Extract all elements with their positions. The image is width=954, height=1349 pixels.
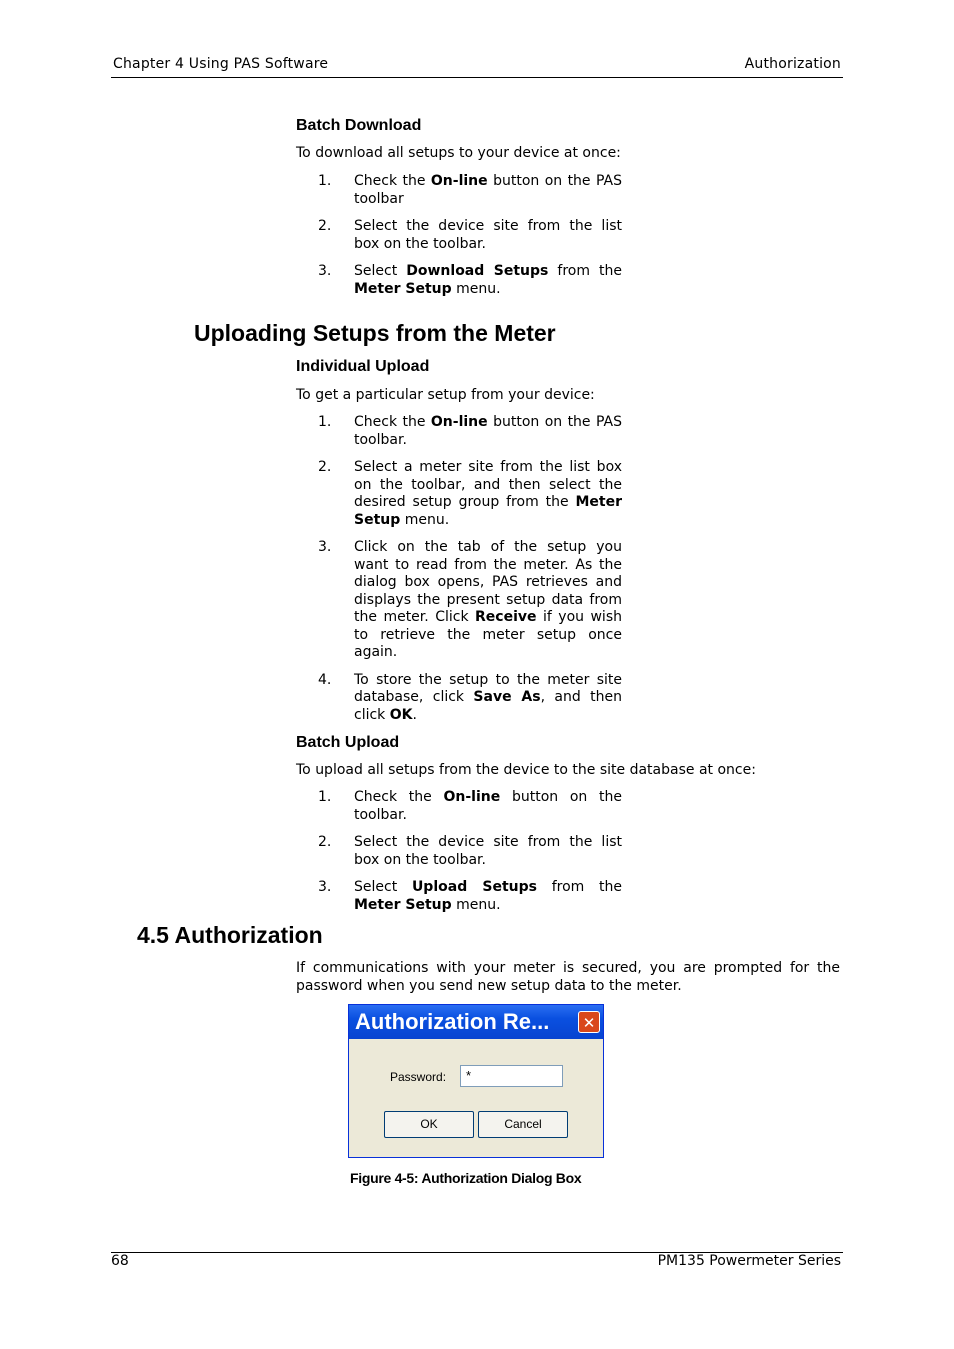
list-item-text: , and then click	[354, 689, 622, 723]
authorization-paragraph: If communications with your meter is secured, you are prompted for the password when you send new setup data to the meter.	[296, 960, 840, 994]
list-item	[318, 218, 622, 253]
cancel-button[interactable]: Cancel	[478, 1111, 568, 1138]
list-item-number: 3.	[318, 539, 332, 555]
header-rule	[111, 77, 843, 78]
list-item-number: 1.	[318, 789, 332, 805]
page-number: 68	[111, 1253, 129, 1269]
batch-download-heading: Batch Download	[296, 117, 422, 134]
uploading-section-title: Uploading Setups from the Meter	[194, 320, 556, 346]
figure-caption: Figure 4-5: Authorization Dialog Box	[350, 1170, 582, 1186]
list-item-text: Select	[354, 263, 407, 279]
footer-product: PM135 Powermeter Series	[657, 1253, 841, 1269]
list-item	[318, 459, 622, 529]
list-item-emphasis: On-line	[443, 789, 501, 805]
list-item-emphasis: Upload Setups	[411, 879, 537, 895]
batch-upload-steps	[318, 789, 622, 914]
dialog-title-bar[interactable]	[349, 1005, 603, 1039]
list-item-text: Check the	[354, 173, 431, 189]
list-item-number: 2.	[318, 218, 332, 234]
list-item-text: .	[412, 706, 417, 723]
list-item-emphasis: On-line	[430, 173, 488, 189]
list-item	[318, 539, 622, 662]
list-item-emphasis: Meter Setup	[354, 494, 622, 528]
batch-upload-heading: Batch Upload	[296, 734, 400, 751]
batch-download-intro: To download all setups to your device at once:	[296, 145, 621, 161]
list-item-text: button on the PAS toolbar.	[354, 414, 622, 448]
authorization-section-title: 4.5 Authorization	[137, 922, 323, 948]
list-item-emphasis: On-line	[430, 414, 488, 430]
list-item-text: from the	[548, 263, 622, 279]
list-item-emphasis: Receive	[475, 609, 537, 625]
list-item	[318, 879, 622, 914]
list-item-emphasis: OK	[389, 706, 413, 723]
list-item-text: menu.	[451, 280, 501, 297]
individual-upload-intro: To get a particular setup from your device:	[296, 387, 595, 403]
password-input[interactable]: *	[460, 1065, 563, 1087]
list-item	[318, 173, 622, 208]
list-item-number: 2.	[318, 834, 332, 850]
list-item-text: Select	[354, 879, 412, 895]
list-item-text: if you wish to retrieve the meter setup once again.	[354, 609, 622, 660]
list-item-text: button on the toolbar.	[354, 789, 622, 823]
list-item-number: 1.	[318, 414, 332, 430]
list-item	[318, 789, 622, 824]
list-item	[318, 414, 622, 449]
list-item-emphasis: Meter Setup	[354, 896, 452, 913]
list-item	[318, 834, 622, 869]
running-header-section: Authorization	[744, 56, 841, 72]
list-item-number: 3.	[318, 263, 332, 279]
running-header-chapter: Chapter 4 Using PAS Software	[113, 56, 329, 72]
dialog-title: Authorization Re...	[355, 1009, 550, 1034]
list-item-text: Select a meter site from the list box on the toolbar, and then select the desired setup group from the	[354, 459, 622, 510]
list-item-text: menu.	[400, 511, 450, 528]
close-icon[interactable]: ✕	[578, 1011, 600, 1033]
list-item-text: Select the device site from the list box on the toolbar.	[354, 218, 622, 252]
list-item-text: menu.	[451, 896, 501, 913]
list-item-text: To store the setup to the meter site database, click	[354, 671, 622, 705]
list-item	[318, 672, 622, 725]
list-item-text: Check the	[354, 789, 444, 805]
list-item-emphasis: Download Setups	[406, 263, 549, 279]
individual-upload-heading: Individual Upload	[296, 358, 430, 375]
individual-upload-steps	[318, 414, 622, 724]
list-item-text: Select the device site from the list box on the toolbar.	[354, 834, 622, 868]
list-item-emphasis: Save As	[473, 689, 541, 705]
list-item-number: 1.	[318, 173, 332, 189]
list-item-number: 3.	[318, 879, 332, 895]
list-item-number: 4.	[318, 671, 332, 688]
batch-download-steps	[318, 173, 622, 298]
ok-button[interactable]: OK	[384, 1111, 474, 1138]
batch-upload-intro: To upload all setups from the device to the site database at once:	[296, 762, 756, 778]
list-item-number: 2.	[318, 459, 332, 475]
list-item-emphasis: Meter Setup	[354, 280, 452, 297]
authorization-dialog	[348, 1004, 604, 1158]
password-label: Password:	[390, 1070, 447, 1084]
list-item-text: button on the PAS toolbar	[354, 173, 622, 207]
list-item-text: Check the	[354, 414, 431, 430]
list-item	[318, 263, 622, 298]
list-item-text: from the	[536, 879, 622, 895]
list-item-text: Click on the tab of the setup you want to read from the meter. As the dialog box opens, PAS retrieves and displays the present setup data from the meter. Click	[354, 539, 622, 625]
